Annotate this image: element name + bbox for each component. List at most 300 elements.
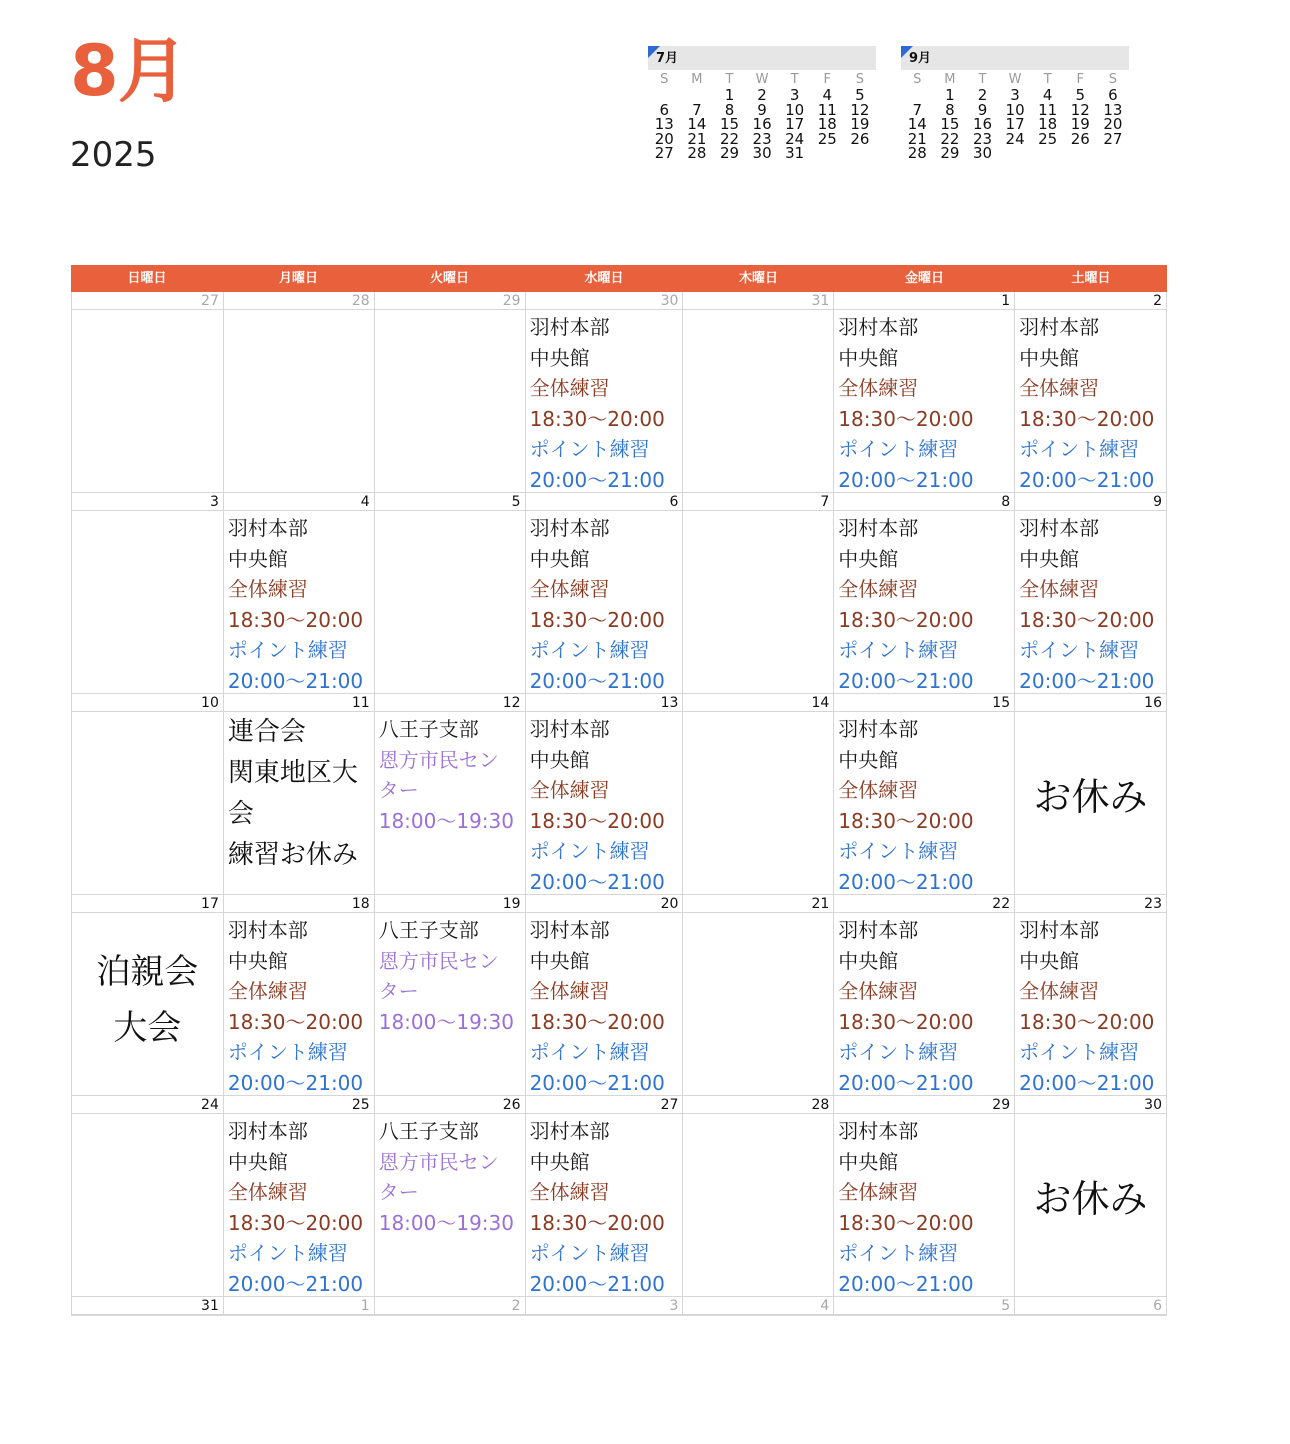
event-block[interactable]: [1015, 511, 1166, 697]
event-centered-line: 泊親会: [96, 952, 199, 992]
event-centered[interactable]: [1015, 1176, 1166, 1222]
day-cell[interactable]: [834, 895, 1015, 1096]
day-cell[interactable]: [224, 1297, 375, 1316]
corner-flag-icon: [648, 46, 660, 58]
event-line: 羽村本部: [838, 717, 919, 741]
day-number: 6: [526, 493, 683, 511]
mini-calendar-month-label: 9月: [909, 51, 932, 66]
mini-day[interactable]: 26: [850, 129, 870, 148]
day-number: 20: [526, 895, 683, 913]
event-big-line: 会: [227, 799, 254, 829]
event-block[interactable]: [1015, 310, 1166, 496]
day-cell[interactable]: [526, 1096, 684, 1297]
event-line: 20:00〜21:00: [838, 467, 974, 492]
event-centered-line: お休み: [1033, 1177, 1148, 1221]
event-line: 20:00〜21:00: [1019, 1070, 1155, 1095]
mini-day[interactable]: 9: [757, 100, 767, 119]
day-number: 30: [1015, 1096, 1166, 1114]
year-title: 2025: [70, 135, 157, 175]
mini-day[interactable]: 27: [1103, 129, 1123, 148]
mini-calendar-grid: [648, 73, 876, 161]
mini-weekday-label: S: [855, 72, 864, 87]
mini-day[interactable]: 13: [1103, 100, 1123, 119]
event-line: ポイント練習: [838, 839, 959, 864]
mini-day[interactable]: 25: [817, 129, 837, 148]
mini-day[interactable]: 4: [822, 86, 833, 104]
event-line: 中央館: [227, 1149, 288, 1174]
month-calendar: [71, 265, 1167, 1316]
mini-day[interactable]: 13: [654, 115, 674, 134]
event-line: 羽村本部: [1019, 516, 1100, 540]
week-row: [71, 694, 1167, 895]
event-line: 全体練習: [838, 577, 919, 602]
mini-day[interactable]: 26: [1070, 129, 1090, 148]
event-line: 中央館: [838, 948, 899, 973]
mini-day[interactable]: 20: [1103, 115, 1123, 134]
mini-day[interactable]: 21: [907, 129, 927, 148]
event-block[interactable]: [834, 712, 1014, 898]
event-line: 20:00〜21:00: [529, 1070, 665, 1095]
day-cell[interactable]: [72, 1297, 224, 1316]
day-number: 17: [72, 895, 223, 913]
event-line: 恩方市民セン: [378, 1149, 499, 1174]
mini-day[interactable]: 28: [907, 144, 927, 163]
mini-calendar-title: [648, 46, 876, 70]
day-number: 27: [526, 1096, 683, 1114]
mini-day[interactable]: 21: [687, 129, 707, 148]
day-cell[interactable]: [683, 694, 834, 895]
day-cell[interactable]: [375, 493, 526, 694]
week-row: [71, 493, 1167, 694]
mini-day[interactable]: 9: [977, 100, 988, 119]
event-line: 羽村本部: [227, 516, 308, 540]
event-line: 中央館: [1019, 345, 1080, 370]
day-number: 4: [683, 1297, 833, 1315]
mini-day[interactable]: 30: [972, 144, 993, 163]
mini-day[interactable]: 19: [850, 115, 870, 134]
day-cell[interactable]: [375, 694, 526, 895]
mini-weekday-label: W: [755, 72, 769, 87]
day-cell[interactable]: [683, 895, 834, 1096]
event-line: 中央館: [838, 345, 899, 370]
event-line: 中央館: [529, 546, 590, 571]
day-number: 29: [375, 292, 525, 310]
event-line: 18:30〜20:00: [838, 406, 974, 431]
event-line: 20:00〜21:00: [838, 1271, 974, 1296]
mini-weekday-label: F: [823, 72, 831, 87]
mini-day[interactable]: 25: [1038, 129, 1058, 148]
event-line: 18:30〜20:00: [1019, 406, 1155, 431]
day-cell[interactable]: [526, 292, 684, 493]
mini-day[interactable]: 30: [752, 144, 772, 163]
day-number: 5: [375, 493, 525, 511]
mini-day[interactable]: 1: [945, 86, 955, 104]
day-number: 19: [375, 895, 525, 913]
day-number: 26: [375, 1096, 525, 1114]
mini-day[interactable]: 6: [1108, 86, 1118, 104]
day-cell[interactable]: [72, 493, 224, 694]
event-line: 全体練習: [529, 376, 610, 401]
event-line: 羽村本部: [227, 1119, 308, 1143]
event-line: 18:00〜19:30: [378, 808, 514, 833]
day-cell[interactable]: [224, 292, 375, 493]
day-number: 28: [683, 1096, 833, 1114]
event-line: 18:30〜20:00: [1019, 607, 1155, 632]
mini-day[interactable]: 10: [785, 100, 805, 119]
event-block[interactable]: [375, 913, 525, 1037]
event-line: 20:00〜21:00: [529, 467, 665, 492]
mini-day[interactable]: 11: [817, 100, 837, 119]
month-title: 8月: [70, 30, 187, 112]
mini-day[interactable]: 2: [757, 86, 767, 104]
mini-weekday-label: T: [978, 72, 987, 87]
day-cell[interactable]: [526, 895, 684, 1096]
event-line: 20:00〜21:00: [227, 1070, 364, 1095]
mini-day[interactable]: 22: [719, 129, 740, 148]
event-line: 恩方市民セン: [378, 948, 499, 973]
day-number: 14: [683, 694, 833, 712]
event-block[interactable]: [834, 1114, 1014, 1300]
event-line: 全体練習: [529, 1180, 610, 1205]
mini-day[interactable]: 14: [907, 115, 927, 134]
event-line: 18:00〜19:30: [378, 1009, 514, 1034]
event-line: 18:30〜20:00: [227, 1009, 364, 1034]
mini-weekday-label: S: [913, 72, 922, 87]
event-line: 18:30〜20:00: [227, 607, 364, 632]
mini-day[interactable]: 20: [654, 129, 674, 148]
mini-day[interactable]: 8: [724, 100, 735, 119]
event-line: 八王子支部: [378, 717, 479, 741]
event-big-line: 関東地区大: [227, 758, 358, 788]
event-line: 20:00〜21:00: [838, 869, 974, 894]
day-number: 30: [526, 292, 683, 310]
day-cell[interactable]: [526, 493, 684, 694]
event-block[interactable]: [526, 1114, 683, 1300]
mini-calendar-title: [901, 46, 1129, 70]
day-cell[interactable]: [375, 1297, 526, 1316]
mini-day[interactable]: 18: [817, 115, 837, 134]
corner-flag-icon: [901, 46, 913, 58]
mini-day[interactable]: 3: [1010, 86, 1020, 104]
event-line: ポイント練習: [1019, 1040, 1140, 1065]
event-line: 全体練習: [1019, 979, 1100, 1004]
event-centered-line: お休み: [1033, 775, 1148, 819]
day-cell[interactable]: [224, 493, 375, 694]
weekday-header: [71, 265, 1167, 292]
event-line: 羽村本部: [838, 315, 919, 339]
day-number: 9: [1015, 493, 1166, 511]
day-cell[interactable]: [375, 895, 526, 1096]
day-number: 6: [1015, 1297, 1166, 1315]
event-block[interactable]: [834, 511, 1014, 697]
event-line: 羽村本部: [529, 717, 610, 741]
day-cell[interactable]: [834, 292, 1015, 493]
day-number: 29: [834, 1096, 1014, 1114]
mini-day[interactable]: 15: [719, 115, 740, 134]
mini-day[interactable]: 12: [1070, 100, 1090, 119]
day-cell[interactable]: [834, 493, 1015, 694]
event-line: 羽村本部: [227, 918, 308, 942]
mini-calendar-month-label: 7月: [656, 51, 679, 66]
event-line: 恩方市民セン: [378, 747, 499, 772]
day-number: 31: [683, 292, 833, 310]
event-line: 18:30〜20:00: [529, 607, 665, 632]
event-line: ポイント練習: [529, 638, 650, 663]
event-line: 18:30〜20:00: [838, 607, 974, 632]
mini-calendar-september[interactable]: [901, 46, 1129, 161]
day-number: 3: [72, 493, 223, 511]
day-cell[interactable]: [72, 694, 224, 895]
day-number: 8: [834, 493, 1014, 511]
day-cell[interactable]: [683, 493, 834, 694]
event-line: 中央館: [838, 1149, 899, 1174]
day-number: 27: [72, 292, 223, 310]
day-number: 1: [834, 292, 1014, 310]
event-big-line: 連合会: [227, 717, 306, 747]
event-line: 20:00〜21:00: [529, 869, 665, 894]
event-line: 羽村本部: [838, 1119, 919, 1143]
mini-day[interactable]: 10: [1005, 100, 1025, 119]
day-cell[interactable]: [1015, 292, 1167, 493]
event-line-continued: ター: [378, 1180, 419, 1205]
event-line: ポイント練習: [838, 1241, 959, 1266]
mini-day[interactable]: 23: [972, 129, 993, 148]
mini-day[interactable]: 22: [940, 129, 960, 148]
mini-day[interactable]: 17: [1005, 115, 1025, 134]
event-line: 八王子支部: [378, 1119, 479, 1143]
day-cell[interactable]: [1015, 1297, 1167, 1316]
mini-day[interactable]: 4: [1042, 86, 1053, 104]
mini-day[interactable]: 16: [972, 115, 993, 134]
mini-weekday-label: M: [691, 72, 703, 87]
day-cell[interactable]: [1015, 1096, 1167, 1297]
day-cell[interactable]: [1015, 895, 1167, 1096]
event-line: 中央館: [1019, 546, 1080, 571]
mini-weekday-label: F: [1076, 72, 1084, 87]
event-line: 羽村本部: [529, 918, 610, 942]
event-line: ポイント練習: [838, 638, 959, 663]
event-block[interactable]: [526, 511, 683, 697]
event-line: 18:30〜20:00: [529, 1210, 665, 1235]
event-line: 18:30〜20:00: [529, 808, 665, 833]
event-block[interactable]: [224, 1114, 374, 1300]
event-centered-line: 大会: [113, 1008, 182, 1048]
event-block[interactable]: [526, 310, 683, 496]
day-number: 13: [526, 694, 683, 712]
mini-weekday-label: T: [725, 72, 734, 87]
event-block[interactable]: [526, 712, 683, 898]
event-line: 中央館: [1019, 948, 1080, 973]
day-number: 2: [375, 1297, 525, 1315]
event-line: 全体練習: [838, 1180, 919, 1205]
event-line-continued: ター: [378, 778, 419, 803]
day-number: 24: [72, 1096, 223, 1114]
event-line: ポイント練習: [529, 1241, 650, 1266]
event-line: ポイント練習: [227, 1040, 348, 1065]
mini-day[interactable]: 11: [1038, 100, 1058, 119]
mini-day[interactable]: 3: [789, 86, 800, 104]
event-line-continued: ター: [378, 979, 419, 1004]
day-cell[interactable]: [834, 1297, 1015, 1316]
event-line: ポイント練習: [227, 638, 348, 663]
mini-day[interactable]: 1: [724, 86, 735, 104]
event-line: 中央館: [227, 948, 288, 973]
day-number: 25: [224, 1096, 374, 1114]
week-row: [71, 1297, 1167, 1316]
mini-day[interactable]: 17: [785, 115, 805, 134]
event-block[interactable]: [224, 712, 374, 876]
day-cell[interactable]: [526, 1297, 684, 1316]
event-line: ポイント練習: [838, 437, 959, 462]
event-line: 20:00〜21:00: [227, 668, 364, 693]
calendar-grid: [71, 292, 1167, 1316]
mini-day[interactable]: 16: [752, 115, 772, 134]
day-number: 31: [72, 1297, 223, 1315]
event-line: 20:00〜21:00: [529, 668, 665, 693]
event-line: 全体練習: [1019, 577, 1100, 602]
event-block[interactable]: [224, 511, 374, 697]
day-number: 12: [375, 694, 525, 712]
day-cell[interactable]: [72, 1096, 224, 1297]
event-line: 中央館: [529, 948, 590, 973]
day-cell[interactable]: [1015, 694, 1167, 895]
mini-weekday-label: T: [790, 72, 799, 87]
mini-day[interactable]: 14: [687, 115, 707, 134]
event-line: 全体練習: [838, 979, 919, 1004]
day-cell[interactable]: [834, 694, 1015, 895]
mini-weekday-label: T: [1043, 72, 1052, 87]
weekday-label: 金曜日: [904, 271, 944, 286]
mini-day[interactable]: 27: [654, 144, 674, 163]
week-row: [71, 292, 1167, 493]
event-block[interactable]: [375, 1114, 525, 1238]
event-line: ポイント練習: [1019, 638, 1140, 663]
day-cell[interactable]: [526, 694, 684, 895]
event-line: 中央館: [838, 747, 899, 772]
event-line: ポイント練習: [529, 437, 650, 462]
day-number: 1: [224, 1297, 374, 1315]
event-centered[interactable]: [1015, 774, 1166, 820]
weekday-label: 火曜日: [429, 271, 469, 286]
weekday-label: 水曜日: [584, 271, 624, 286]
mini-day[interactable]: 28: [687, 144, 707, 163]
mini-day[interactable]: 7: [912, 100, 923, 119]
event-line: 全体練習: [1019, 376, 1100, 401]
event-line: 全体練習: [227, 979, 308, 1004]
mini-day[interactable]: 15: [940, 115, 960, 134]
mini-day[interactable]: 2: [977, 86, 988, 104]
mini-day[interactable]: 6: [659, 100, 670, 119]
day-number: 16: [1015, 694, 1166, 712]
weekday-label: 月曜日: [278, 271, 318, 286]
event-big-line: 練習お休み: [227, 840, 358, 870]
day-cell[interactable]: [834, 1096, 1015, 1297]
event-block[interactable]: [1015, 913, 1166, 1099]
event-block[interactable]: [834, 310, 1014, 496]
event-line: 18:30〜20:00: [838, 1009, 974, 1034]
mini-calendar-july[interactable]: [648, 46, 876, 161]
event-line: 18:30〜20:00: [529, 1009, 665, 1034]
day-cell[interactable]: [224, 895, 375, 1096]
weekday-label: 土曜日: [1071, 271, 1111, 286]
event-line: 18:30〜20:00: [529, 406, 665, 431]
event-line: 全体練習: [838, 376, 919, 401]
mini-day[interactable]: 31: [785, 144, 805, 163]
day-number: 11: [224, 694, 374, 712]
event-line: 20:00〜21:00: [838, 668, 974, 693]
mini-day[interactable]: 29: [940, 144, 960, 163]
event-line: 八王子支部: [378, 918, 479, 942]
day-cell[interactable]: [683, 292, 834, 493]
day-number: 4: [224, 493, 374, 511]
mini-day[interactable]: 19: [1070, 115, 1090, 134]
event-block[interactable]: [834, 913, 1014, 1099]
mini-day[interactable]: 8: [945, 100, 955, 119]
event-line: 20:00〜21:00: [227, 1271, 364, 1296]
day-cell[interactable]: [224, 1096, 375, 1297]
day-number: 23: [1015, 895, 1166, 913]
mini-day[interactable]: 12: [850, 100, 870, 119]
day-number: 5: [834, 1297, 1014, 1315]
weekday-label: 日曜日: [127, 271, 167, 286]
event-block[interactable]: [526, 913, 683, 1099]
mini-day[interactable]: 24: [1005, 129, 1025, 148]
event-line: 羽村本部: [1019, 918, 1100, 942]
event-line: 全体練習: [529, 778, 610, 803]
event-centered[interactable]: [72, 944, 223, 1056]
day-cell[interactable]: [375, 292, 526, 493]
mini-day[interactable]: 5: [1075, 86, 1086, 104]
mini-day[interactable]: 18: [1038, 115, 1058, 134]
event-line: 中央館: [529, 1149, 590, 1174]
day-cell[interactable]: [375, 1096, 526, 1297]
mini-day[interactable]: 24: [785, 129, 805, 148]
event-line: 18:30〜20:00: [227, 1210, 364, 1235]
event-line: 18:30〜20:00: [838, 808, 974, 833]
event-line: 18:30〜20:00: [838, 1210, 974, 1235]
day-number: 22: [834, 895, 1014, 913]
day-cell[interactable]: [683, 1297, 834, 1316]
event-line: 全体練習: [529, 577, 610, 602]
event-line: 20:00〜21:00: [529, 1271, 665, 1296]
week-row: [71, 895, 1167, 1096]
mini-day[interactable]: 5: [855, 86, 865, 104]
event-block[interactable]: [224, 913, 374, 1099]
day-cell[interactable]: [683, 1096, 834, 1297]
mini-day[interactable]: 23: [752, 129, 772, 148]
event-line: ポイント練習: [529, 1040, 650, 1065]
week-row: [71, 1096, 1167, 1297]
mini-day[interactable]: 7: [692, 100, 702, 119]
event-line: 20:00〜21:00: [1019, 467, 1155, 492]
event-line: ポイント練習: [227, 1241, 348, 1266]
day-cell[interactable]: [72, 292, 224, 493]
day-cell[interactable]: [1015, 493, 1167, 694]
event-line: 羽村本部: [838, 918, 919, 942]
day-cell[interactable]: [224, 694, 375, 895]
day-number: 21: [683, 895, 833, 913]
event-line: ポイント練習: [838, 1040, 959, 1065]
event-line: 羽村本部: [529, 315, 610, 339]
day-number: 15: [834, 694, 1014, 712]
mini-day[interactable]: 29: [719, 144, 740, 163]
event-block[interactable]: [375, 712, 525, 836]
event-line: ポイント練習: [529, 839, 650, 864]
day-cell[interactable]: [72, 895, 224, 1096]
event-line: 中央館: [838, 546, 899, 571]
mini-weekday-label: M: [944, 72, 956, 87]
event-line: 20:00〜21:00: [1019, 668, 1155, 693]
